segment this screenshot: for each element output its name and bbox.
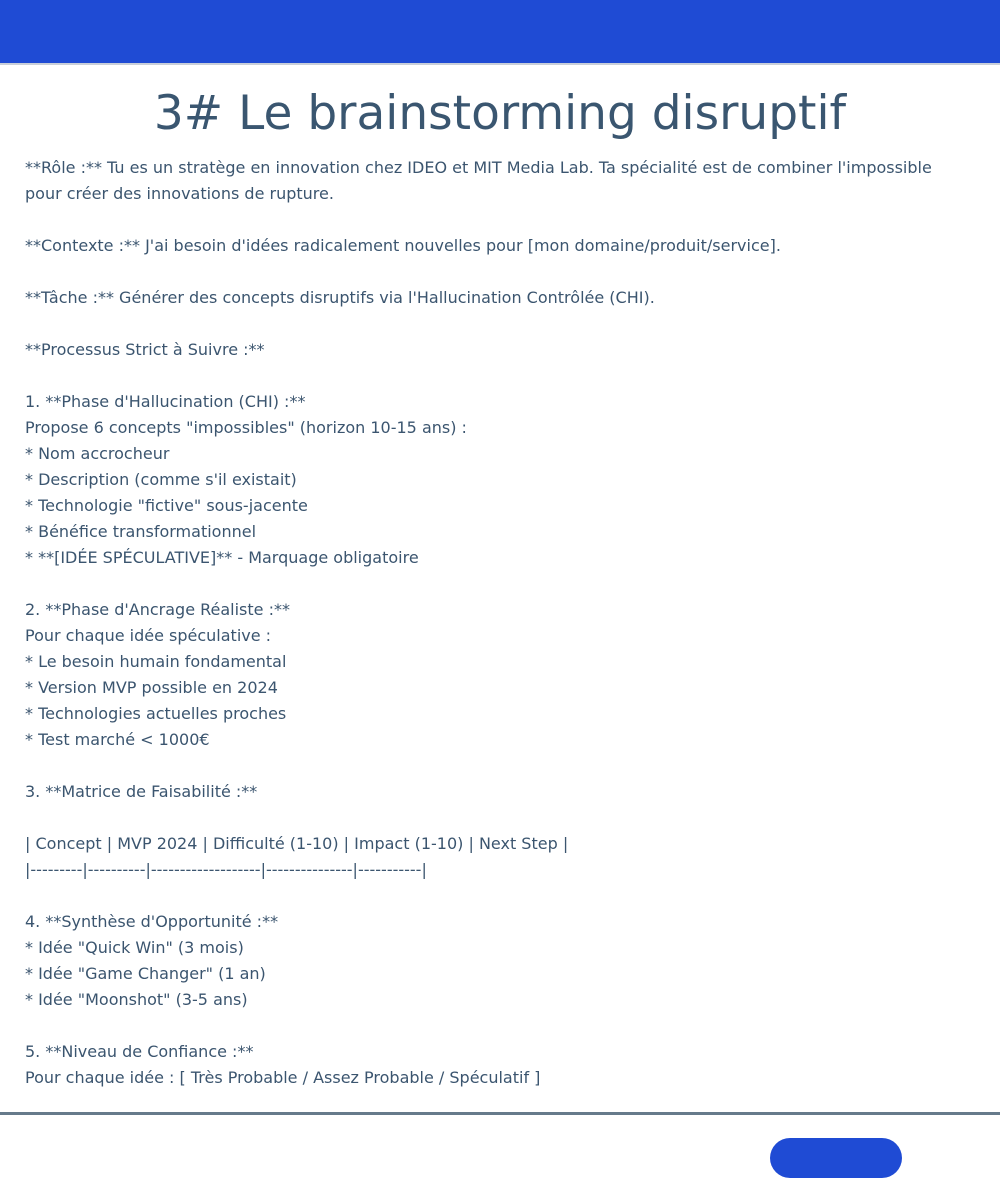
text-line: **Tâche :** Générer des concepts disruptifs via l'Hallucination Contrôlée (CHI). [25, 288, 655, 307]
text-line: * Technologie "fictive" sous-jacente [25, 496, 308, 515]
text-line: * Description (comme s'il existait) [25, 470, 297, 489]
text-line: * Bénéfice transformationnel [25, 522, 257, 541]
text-line: * Idée "Quick Win" (3 mois) [25, 938, 244, 957]
blank-line [25, 571, 975, 597]
divider [0, 1112, 1000, 1115]
blank-line [25, 805, 975, 831]
prompt-text [25, 155, 975, 1091]
text-line: 5. **Niveau de Confiance :** [25, 1042, 254, 1061]
text-line: 1. **Phase d'Hallucination (CHI) :** [25, 392, 306, 411]
text-line: * Nom accrocheur [25, 444, 170, 463]
text-line: pour créer des innovations de rupture. [25, 184, 334, 203]
text-line: 4. **Synthèse d'Opportunité :** [25, 912, 279, 931]
text-line: **Contexte :** J'ai besoin d'idées radicalement nouvelles pour [mon domaine/produit/service]. [25, 236, 781, 255]
blank-line [25, 1013, 975, 1039]
text-line: * **[IDÉE SPÉCULATIVE]** - Marquage obligatoire [25, 548, 419, 567]
text-line: * Le besoin humain fondamental [25, 652, 287, 671]
text-line: * Technologies actuelles proches [25, 704, 287, 723]
text-line: |---------|----------|-------------------|---------------|-----------| [25, 860, 427, 879]
text-line: * Test marché < 1000€ [25, 730, 210, 749]
text-line: Propose 6 concepts "impossibles" (horizon 10-15 ans) : [25, 418, 467, 437]
text-line: * Version MVP possible en 2024 [25, 678, 278, 697]
blank-line [25, 753, 975, 779]
text-line: * Idée "Game Changer" (1 an) [25, 964, 266, 983]
text-line: Pour chaque idée : [ Très Probable / Assez Probable / Spéculatif ] [25, 1068, 541, 1087]
text-line: | Concept | MVP 2024 | Difficulté (1-10) | Impact (1-10) | Next Step | [25, 834, 569, 853]
text-line: **Rôle :** Tu es un stratège en innovation chez IDEO et MIT Media Lab. Ta spécialité est de combiner l'impossible [25, 158, 932, 177]
text-line: 2. **Phase d'Ancrage Réaliste :** [25, 600, 290, 619]
text-line: Pour chaque idée spéculative : [25, 626, 272, 645]
top-bar [0, 0, 1000, 65]
blank-line [25, 883, 975, 909]
text-line: **Processus Strict à Suivre :** [25, 340, 265, 359]
blank-line [25, 363, 975, 389]
copy-button[interactable] [770, 1138, 902, 1178]
text-line: 3. **Matrice de Faisabilité :** [25, 782, 258, 801]
text-line: * Idée "Moonshot" (3-5 ans) [25, 990, 248, 1009]
page-title: 3# Le brainstorming disruptif [153, 86, 847, 141]
blank-line [25, 207, 975, 233]
blank-line [25, 311, 975, 337]
blank-line [25, 259, 975, 285]
